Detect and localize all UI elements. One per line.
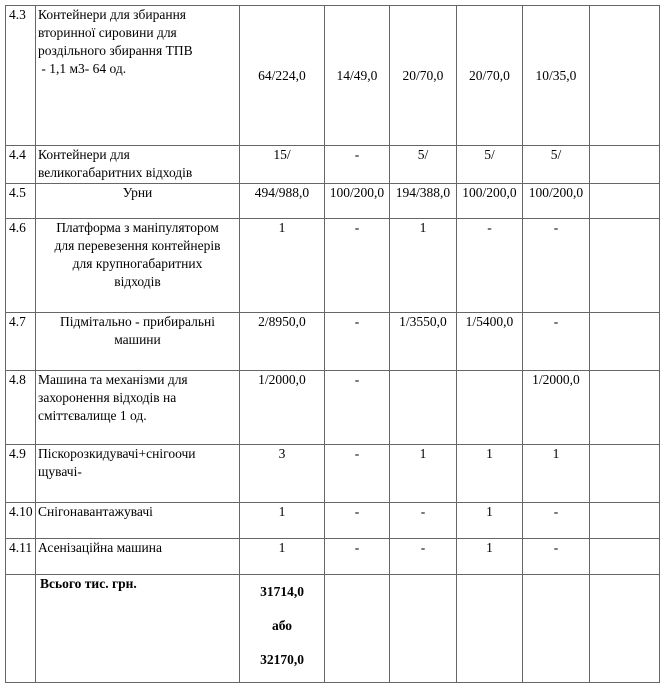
value-cell: 20/70,0 [457,6,523,146]
description-line: відходів [114,274,161,289]
value-cell: 100/200,0 [523,184,590,219]
description-line: Урни [122,185,153,200]
value-cell: 1 [523,445,590,503]
value-cell: 1/3550,0 [390,313,457,371]
row-description [36,371,240,445]
value-cell: 5/ [390,146,457,184]
empty-cell [590,371,660,445]
value-cell [457,371,523,445]
row-description [36,503,240,539]
value-cell: 14/49,0 [325,6,390,146]
empty-cell [590,146,660,184]
row-description [36,445,240,503]
value-cell: - [325,371,390,445]
description-line: Платформа з маніпулятором [56,220,219,235]
total-row [6,575,660,683]
value-cell: 1/2000,0 [523,371,590,445]
value-cell: 1 [240,219,325,313]
row-description [36,184,240,219]
description-line: для крупногабаритних [72,256,203,271]
row-number: 4.8 [6,371,36,445]
row-number: 4.11 [6,539,36,575]
value-cell: - [523,313,590,371]
value-cell: - [325,503,390,539]
row-description [36,6,240,146]
description-line: захоронення відходів на [38,390,177,405]
description-line: Снігонавантажувачі [38,504,153,519]
description-line: Підмітально - прибиральні [60,314,215,329]
value-cell: - [390,539,457,575]
row-number: 4.9 [6,445,36,503]
description-line: Контейнери для [38,147,130,162]
total-value [240,575,325,683]
empty-cell [457,575,523,683]
empty-cell [590,539,660,575]
value-cell: 20/70,0 [390,6,457,146]
value-cell: 3 [240,445,325,503]
row-number: 4.10 [6,503,36,539]
description-line: машини [114,332,161,347]
description-line: - 1,1 м3- 64 од. [38,61,127,76]
table-row [6,184,660,219]
value-cell: 1/2000,0 [240,371,325,445]
value-cell: 1 [390,219,457,313]
value-cell: - [325,539,390,575]
value-cell: - [523,503,590,539]
value-cell: - [523,539,590,575]
row-number: 4.3 [6,6,36,146]
empty-cell [590,445,660,503]
description-line: Машина та механізми для [38,372,188,387]
empty-cell [590,184,660,219]
value-cell [390,371,457,445]
value-cell: 1 [457,503,523,539]
row-number: 4.6 [6,219,36,313]
row-number: 4.4 [6,146,36,184]
table-row [6,371,660,445]
value-cell: 1 [457,539,523,575]
description-line: Асенізаційна машина [38,540,162,555]
value-cell: - [390,503,457,539]
table-row [6,146,660,184]
empty-cell [6,575,36,683]
empty-cell [590,219,660,313]
empty-cell [590,313,660,371]
table-row [6,6,660,146]
empty-cell [590,6,660,146]
description-line: сміттєвалище 1 од. [38,408,147,423]
value-cell: 494/988,0 [240,184,325,219]
value-cell: 1 [457,445,523,503]
value-cell: 10/35,0 [523,6,590,146]
row-description [36,539,240,575]
table-row [6,445,660,503]
description-line: щувачі- [38,464,82,479]
row-description [36,219,240,313]
value-cell: 1 [390,445,457,503]
value-cell: - [325,313,390,371]
empty-cell [590,575,660,683]
total-value-line: або [271,618,293,633]
value-cell: 100/200,0 [325,184,390,219]
total-value-line: 32170,0 [260,652,304,667]
value-cell: - [523,219,590,313]
value-cell: 1 [240,539,325,575]
value-cell: - [457,219,523,313]
empty-cell [523,575,590,683]
value-cell: - [325,219,390,313]
empty-cell [590,503,660,539]
table-row [6,219,660,313]
description-line: Контейнери для збирання [38,7,187,22]
value-cell: - [325,445,390,503]
budget-table [5,5,660,683]
value-cell: 5/ [523,146,590,184]
description-line: для перевезення контейнерів [54,238,221,253]
row-description [36,146,240,184]
total-value-line: 31714,0 [260,584,304,599]
row-description [36,313,240,371]
value-cell: 15/ [240,146,325,184]
description-line: Піскорозкидувачі+снігоочи [38,446,196,461]
row-number: 4.5 [6,184,36,219]
row-number: 4.7 [6,313,36,371]
description-line: великогабаритних відходів [38,165,193,180]
table-row [6,539,660,575]
description-line: роздільного збирання ТПВ [38,43,193,58]
value-cell: 194/388,0 [390,184,457,219]
value-cell: 100/200,0 [457,184,523,219]
value-cell: 2/8950,0 [240,313,325,371]
total-label: Всього тис. грн. [36,575,240,683]
empty-cell [390,575,457,683]
description-line: вторинної сировини для [38,25,177,40]
table-row [6,503,660,539]
value-cell: 1/5400,0 [457,313,523,371]
table-row [6,313,660,371]
value-cell: - [325,146,390,184]
value-cell: 1 [240,503,325,539]
value-cell: 64/224,0 [240,6,325,146]
value-cell: 5/ [457,146,523,184]
empty-cell [325,575,390,683]
